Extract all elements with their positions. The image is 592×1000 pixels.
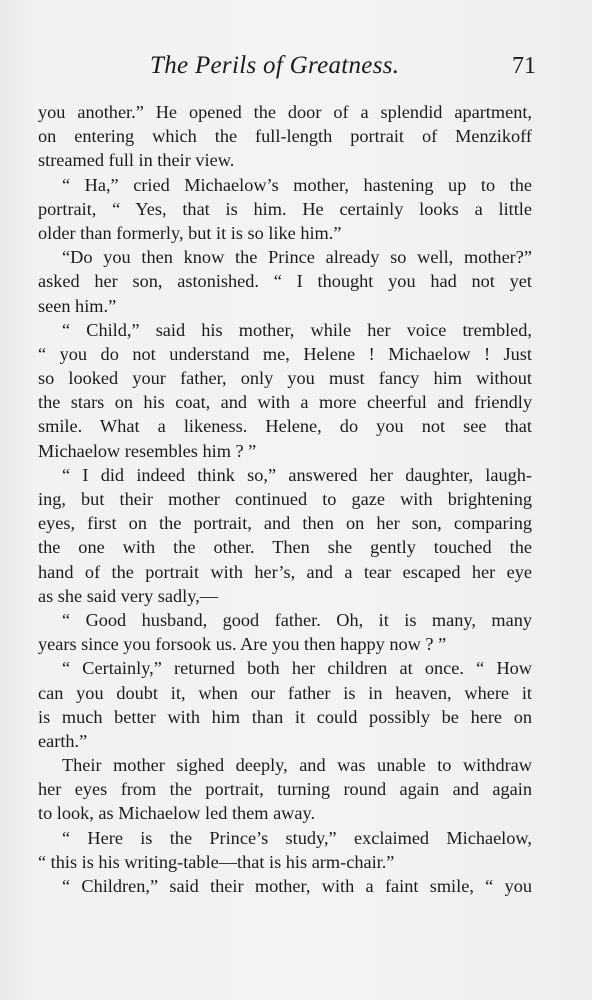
text-line: “ I did indeed think so,” answered her daughter, laugh-	[62, 464, 532, 485]
body-text	[38, 100, 532, 898]
text-line: can you doubt it, when our father is in heaven, where it	[38, 682, 532, 703]
text-line: you another.” He opened the door of a splendid apartment,	[38, 102, 532, 122]
running-head	[38, 50, 536, 82]
text-line: “Do you then know the Prince already so well, mother?”	[62, 247, 532, 268]
text-line: as she said very sadly,—	[38, 585, 219, 606]
text-line: on entering which the full-length portrait of Menzikoff	[38, 126, 532, 147]
text-line: the one with the other. Then she gently touched the	[38, 537, 532, 558]
text-line: “ Certainly,” returned both her children at once. “ How	[62, 658, 532, 679]
running-title: The Perils of Greatness.	[150, 52, 400, 79]
text-line: older than formerly, but it is so like him.”	[38, 222, 342, 243]
text-line: “ Child,” said his mother, while her voice trembled,	[62, 319, 532, 340]
text-line: seen him.”	[38, 295, 117, 316]
text-line: the stars on his coat, and with a more cheerful and friendly	[38, 392, 532, 413]
text-line: “ this is his writing-table—that is his arm-chair.”	[38, 851, 395, 872]
text-line: streamed full in their view.	[38, 150, 235, 171]
text-line: is much better with him than it could possibly be here on	[38, 706, 532, 727]
text-line: “ Ha,” cried Michaelow’s mother, hastening up to the	[62, 174, 532, 195]
text-line: asked her son, astonished. “ I thought you had not yet	[38, 271, 532, 292]
text-line: “ you do not understand me, Helene ! Michaelow ! Just	[38, 343, 532, 364]
page-number: 71	[512, 53, 536, 79]
text-line: Michaelow resembles him ? ”	[38, 440, 257, 461]
text-line: her eyes from the portrait, turning round again and again	[38, 779, 532, 800]
text-line: so looked your father, only you must fancy him without	[38, 368, 532, 389]
text-line: hand of the portrait with her’s, and a tear escaped her eye	[38, 561, 532, 582]
text-line: eyes, first on the portrait, and then on her son, comparing	[38, 513, 532, 534]
text-line: “ Children,” said their mother, with a faint smile, “ you	[62, 876, 532, 896]
text-line: portrait, “ Yes, that is him. He certainly looks a little	[38, 198, 532, 219]
text-line: smile. What a likeness. Helene, do you not see that	[38, 416, 532, 437]
text-line: to look, as Michaelow led them away.	[38, 803, 316, 824]
text-line: ing, but their mother continued to gaze with brightening	[38, 489, 532, 509]
text-line: earth.”	[38, 730, 88, 751]
text-line: Their mother sighed deeply, and was unable to withdraw	[62, 755, 532, 776]
text-line: years since you forsook us. Are you then happy now ? ”	[38, 634, 447, 655]
text-line: “ Good husband, good father. Oh, it is many, many	[62, 609, 532, 630]
text-line: “ Here is the Prince’s study,” exclaimed Michaelow,	[62, 827, 532, 848]
